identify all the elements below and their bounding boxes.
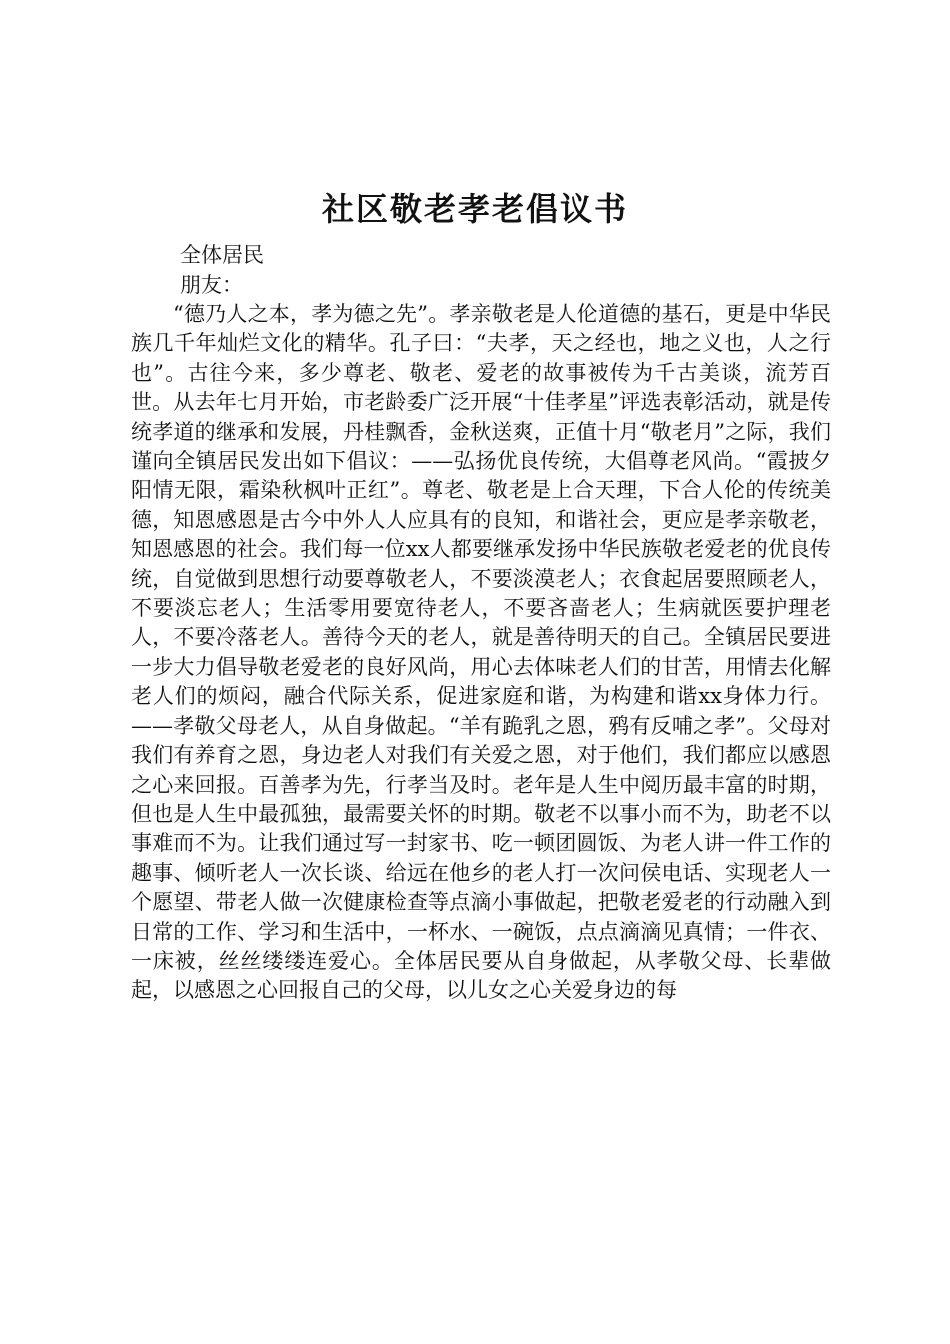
document-title: 社区敬老孝老倡议书 — [321, 190, 628, 228]
salutation-friends: 朋友： — [180, 273, 243, 297]
salutation-recipients: 全体居民 — [180, 243, 264, 267]
body-paragraph: “德乃人之本，孝为德之先”。孝亲敬老是人伦道德的基石，更是中华民族几千年灿烂文化的精华。孔子曰：“夫孝，天之经也，地之义也，人之行也”。古往今来，多少尊老、敬老、爱老的故事被传为千古美谈，流芳百世。从去年七月开始，市老龄委广泛开展“十佳孝星”评选表彰活动，就是传统孝道的继承和发展，丹桂飘香，金秋送爽，正值十月“敬老月”之际，我们谨向全镇居民发出如下倡议：——弘扬优良传统，大倡尊老风尚。“霞披夕阳情无限，霜染秋枫叶正红”。尊老、敬老是上合天理，下合人伦的传统美德，知恩感恩是古今中外人人应具有的良知，和谐社会，更应是孝亲敬老，知恩感恩的社会。我们每一位xx人都要继承发扬中华民族敬老爱老的优良传统，自觉做到思想行动要尊敬老人，不要淡漠老人；衣食起居要照顾老人，不要淡忘老人；生活零用要宽待老人，不要吝啬老人；生病就医要护理老人，不要冷落老人。善待今天的老人，就是善待明天的自己。全镇居民要进一步大力倡导敬老爱老的良好风尚，用心去体味老人们的甘苦，用情去化解老人们的烦闷，融合代际关系，促进家庭和谐，为构建和谐xx身体力行。——孝敬父母老人，从自身做起。“羊有跪乳之恩，鸦有反哺之孝”。父母对我们有养育之恩，身边老人对我们有关爱之恩，对于他们，我们都应以感恩之心来回报。百善孝为先，行孝当及时。老年是人生中阅历最丰富的时期，但也是人生中最孤独，最需要关怀的时期。敬老不以事小而不为，助老不以事难而不为。让我们通过写一封家书、吃一顿团圆饭、为老人讲一件工作的趣事、倾听老人一次长谈、给远在他乡的老人打一次问侯电话、实现老人一个愿望、带老人做一次健康检查等点滴小事做起，把敬老爱老的行动融入到日常的工作、学习和生活中，一杯水、一碗饭，点点滴滴见真情；一件衣、一床被，丝丝缕缕连爱心。全体居民要从自身做起，从孝敬父母、长辈做起，以感恩之心回报自己的父母，以儿女之心关爱身边的每 — [131, 302, 831, 1003]
